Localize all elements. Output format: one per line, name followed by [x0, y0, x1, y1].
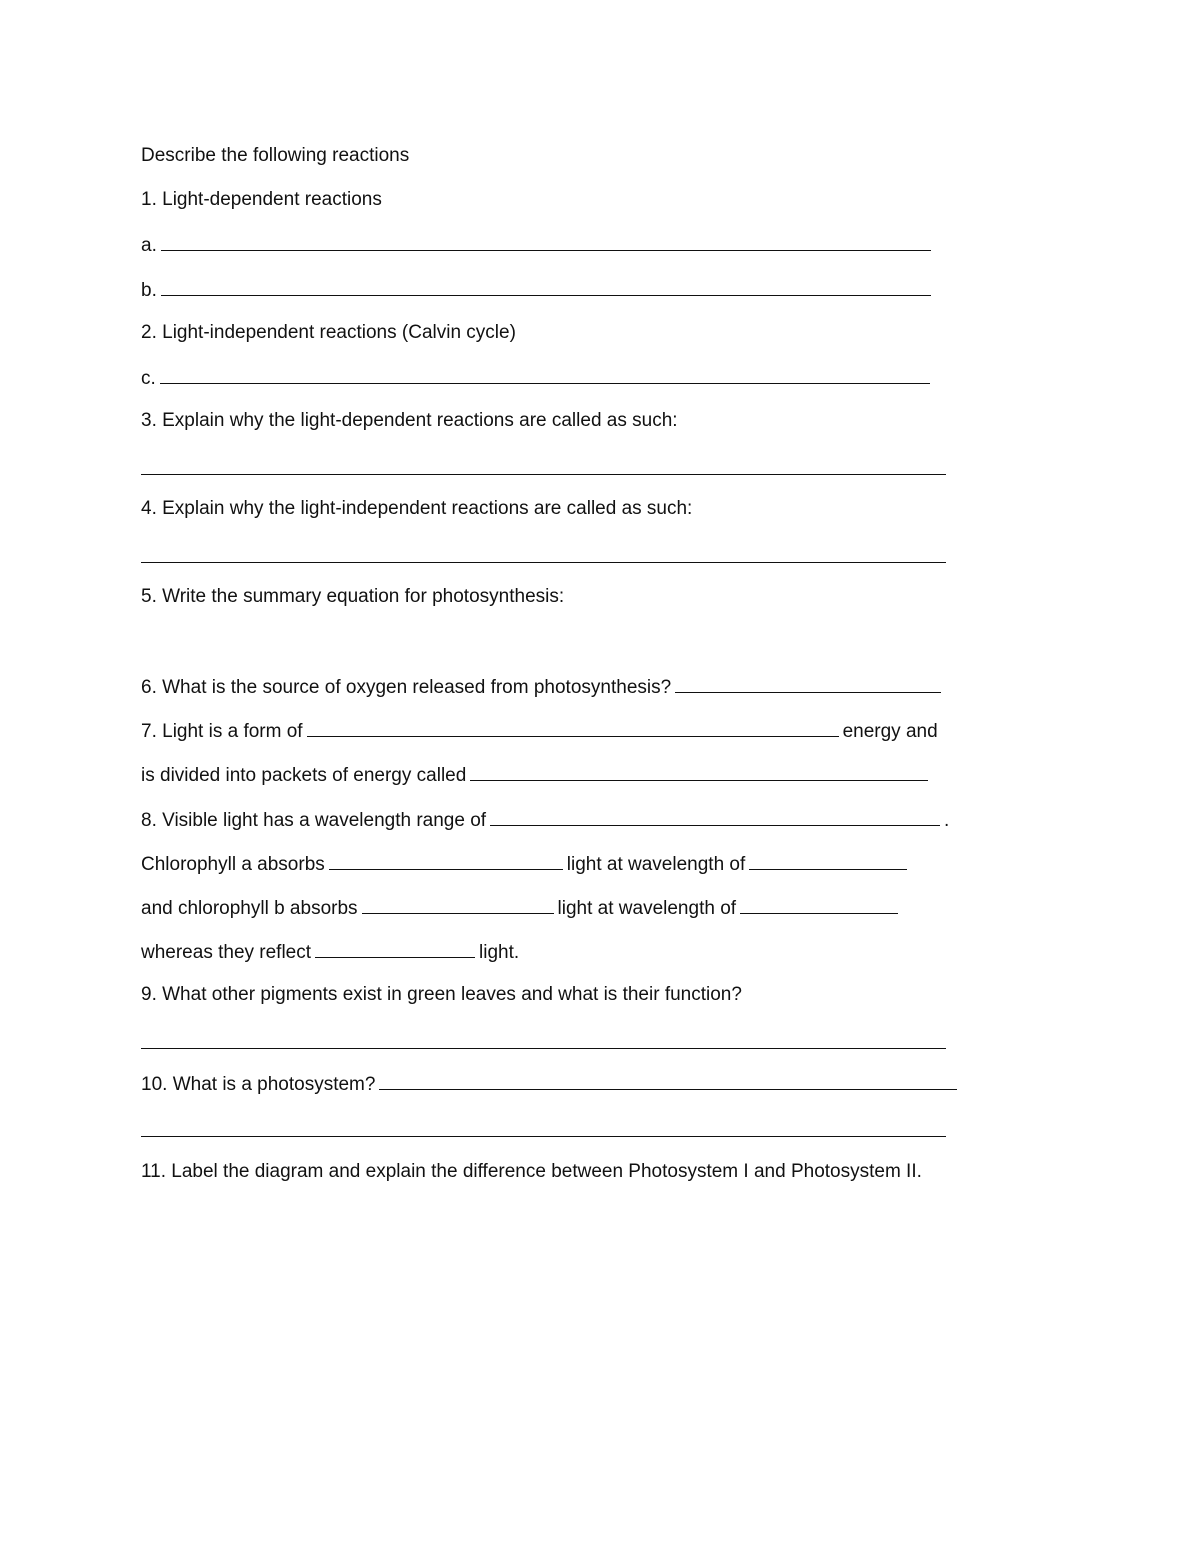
question-8-line-2: Chlorophyll a absorbs light at wavelength of [141, 851, 911, 877]
question-7-line-2: is divided into packets of energy called [141, 762, 932, 788]
answer-blank-8-range[interactable] [490, 807, 940, 826]
answer-blank-8-chla-wavelength[interactable] [749, 851, 907, 870]
answer-blank-8-chlb-wavelength[interactable] [740, 895, 898, 914]
answer-rule-10[interactable] [141, 1136, 946, 1137]
worksheet-heading: Describe the following reactions [141, 145, 410, 166]
answer-blank-10[interactable] [379, 1071, 957, 1090]
answer-rule-9[interactable] [141, 1048, 946, 1049]
question-11: 11. Label the diagram and explain the difference between Photosystem I and Photosystem II. [141, 1161, 922, 1182]
answer-blank-7b[interactable] [470, 762, 928, 781]
question-8-line-4: whereas they reflect light. [141, 939, 519, 965]
question-3: 3. Explain why the light-dependent reactions are called as such: [141, 410, 678, 431]
answer-rule-3[interactable] [141, 474, 946, 475]
answer-line-a: a. [141, 232, 935, 258]
question-4: 4. Explain why the light-independent reactions are called as such: [141, 498, 693, 519]
question-7-line-1: 7. Light is a form of energy and [141, 718, 938, 744]
question-9: 9. What other pigments exist in green leaves and what is their function? [141, 984, 742, 1005]
answer-blank-8-reflect[interactable] [315, 939, 475, 958]
question-5: 5. Write the summary equation for photosynthesis: [141, 586, 565, 607]
answer-line-b: b. [141, 277, 935, 303]
answer-rule-4[interactable] [141, 562, 946, 563]
question-10: 10. What is a photosystem? [141, 1071, 961, 1097]
answer-blank-a[interactable] [161, 232, 931, 251]
question-8-line-1: 8. Visible light has a wavelength range of . [141, 807, 949, 833]
question-2: 2. Light-independent reactions (Calvin cycle) [141, 322, 516, 343]
answer-blank-c[interactable] [160, 365, 930, 384]
answer-blank-8-chlb-color[interactable] [362, 895, 554, 914]
answer-blank-8-chla-color[interactable] [329, 851, 563, 870]
question-6: 6. What is the source of oxygen released from photosynthesis? [141, 674, 945, 700]
answer-blank-6[interactable] [675, 674, 941, 693]
question-1: 1. Light-dependent reactions [141, 189, 382, 210]
question-8-line-3: and chlorophyll b absorbs light at wavelength of [141, 895, 902, 921]
answer-line-c: c. [141, 365, 934, 391]
answer-blank-7a[interactable] [307, 718, 839, 737]
answer-blank-b[interactable] [161, 277, 931, 296]
